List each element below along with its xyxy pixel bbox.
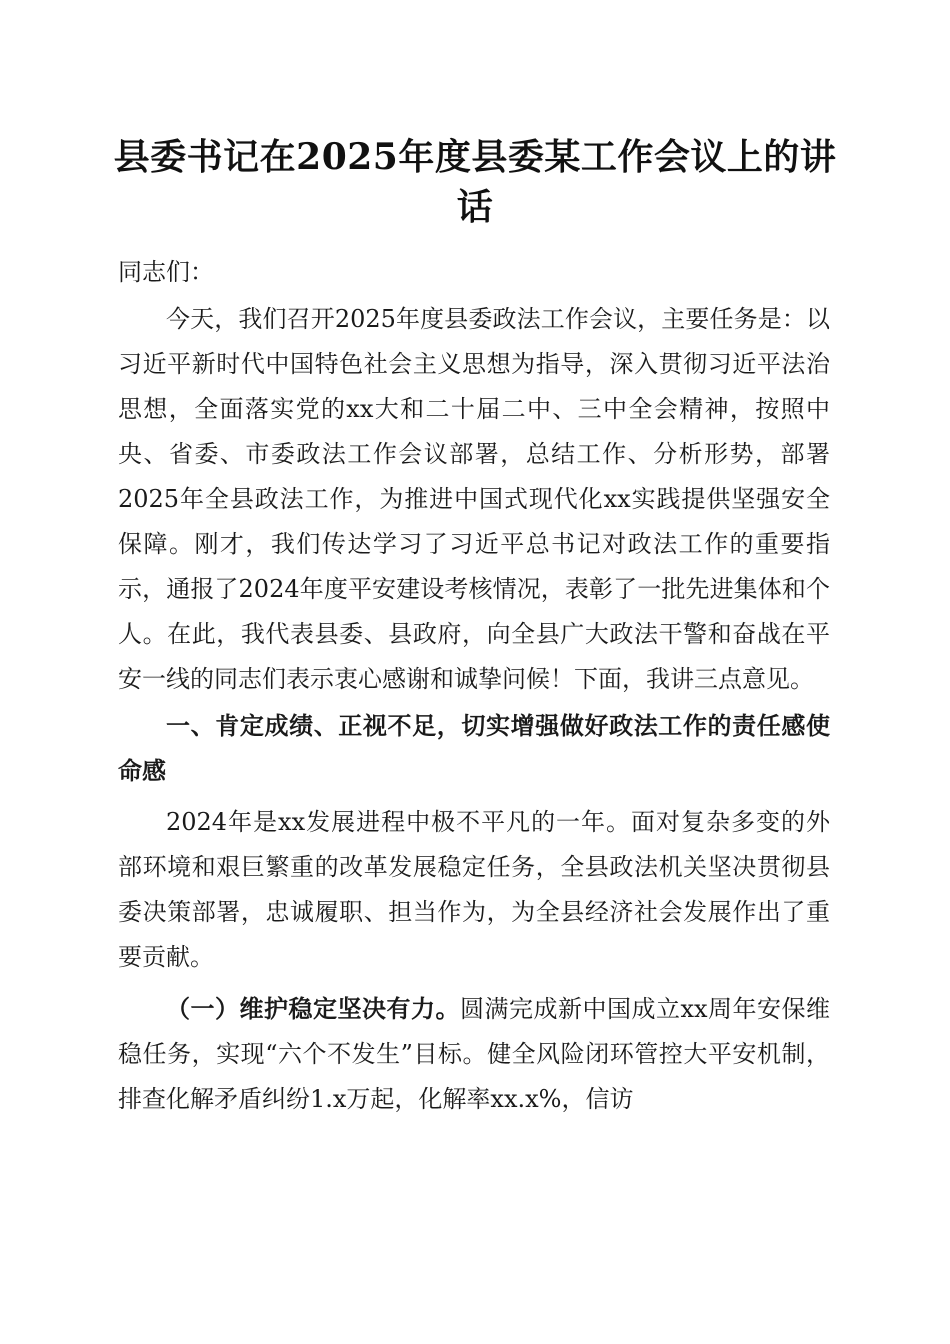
section-heading-1: 一、肯定成绩、正视不足，切实增强做好政法工作的责任感使命感 bbox=[118, 712, 830, 785]
item-1-text: 圆满完成新中国成立xx周年安保维稳任务，实现“六个不发生”目标。健全风险闭环管控大平安机制，排查化解矛盾纠纷1.x万起，化解率xx.x%，信访 bbox=[118, 995, 830, 1113]
opening-paragraph: 今天，我们召开2025年度县委政法工作会议，主要任务是：以习近平新时代中国特色社会主义思想为指导，深入贯彻习近平法治思想，全面落实党的xx大和二十届二中、三中全会精神，按照中央、省委、市委政法工作会议部署，总结工作、分析形势，部署2025年全县政法工作，为推进中国式现代化xx实践提供坚强安全保障。刚才，我们传达学习了习近平总书记对政法工作的重要指示，通报了2024年度平安建设考核情况，表彰了一批先进集体和个人。在此，我代表县委、县政府，向全县广大政法干警和奋战在平安一线的同志们表示衷心感谢和诚挚问候！下面，我讲三点意见。 bbox=[118, 305, 830, 693]
salutation: 同志们： bbox=[118, 258, 214, 286]
section-1-intro: 2024年是xx发展进程中极不平凡的一年。面对复杂多变的外部环境和艰巨繁重的改革发展稳定任务，全县政法机关坚决贯彻县委决策部署，忠诚履职、担当作为，为全县经济社会发展作出了重要贡献。 bbox=[118, 808, 830, 971]
item-1-lead: （一）维护稳定坚决有力。 bbox=[166, 994, 460, 1023]
section-1-item-1 bbox=[118, 986, 830, 1122]
document-title: 县委书记在2025年度县委某工作会议上的讲话 bbox=[113, 136, 837, 228]
document-body bbox=[118, 250, 830, 1122]
